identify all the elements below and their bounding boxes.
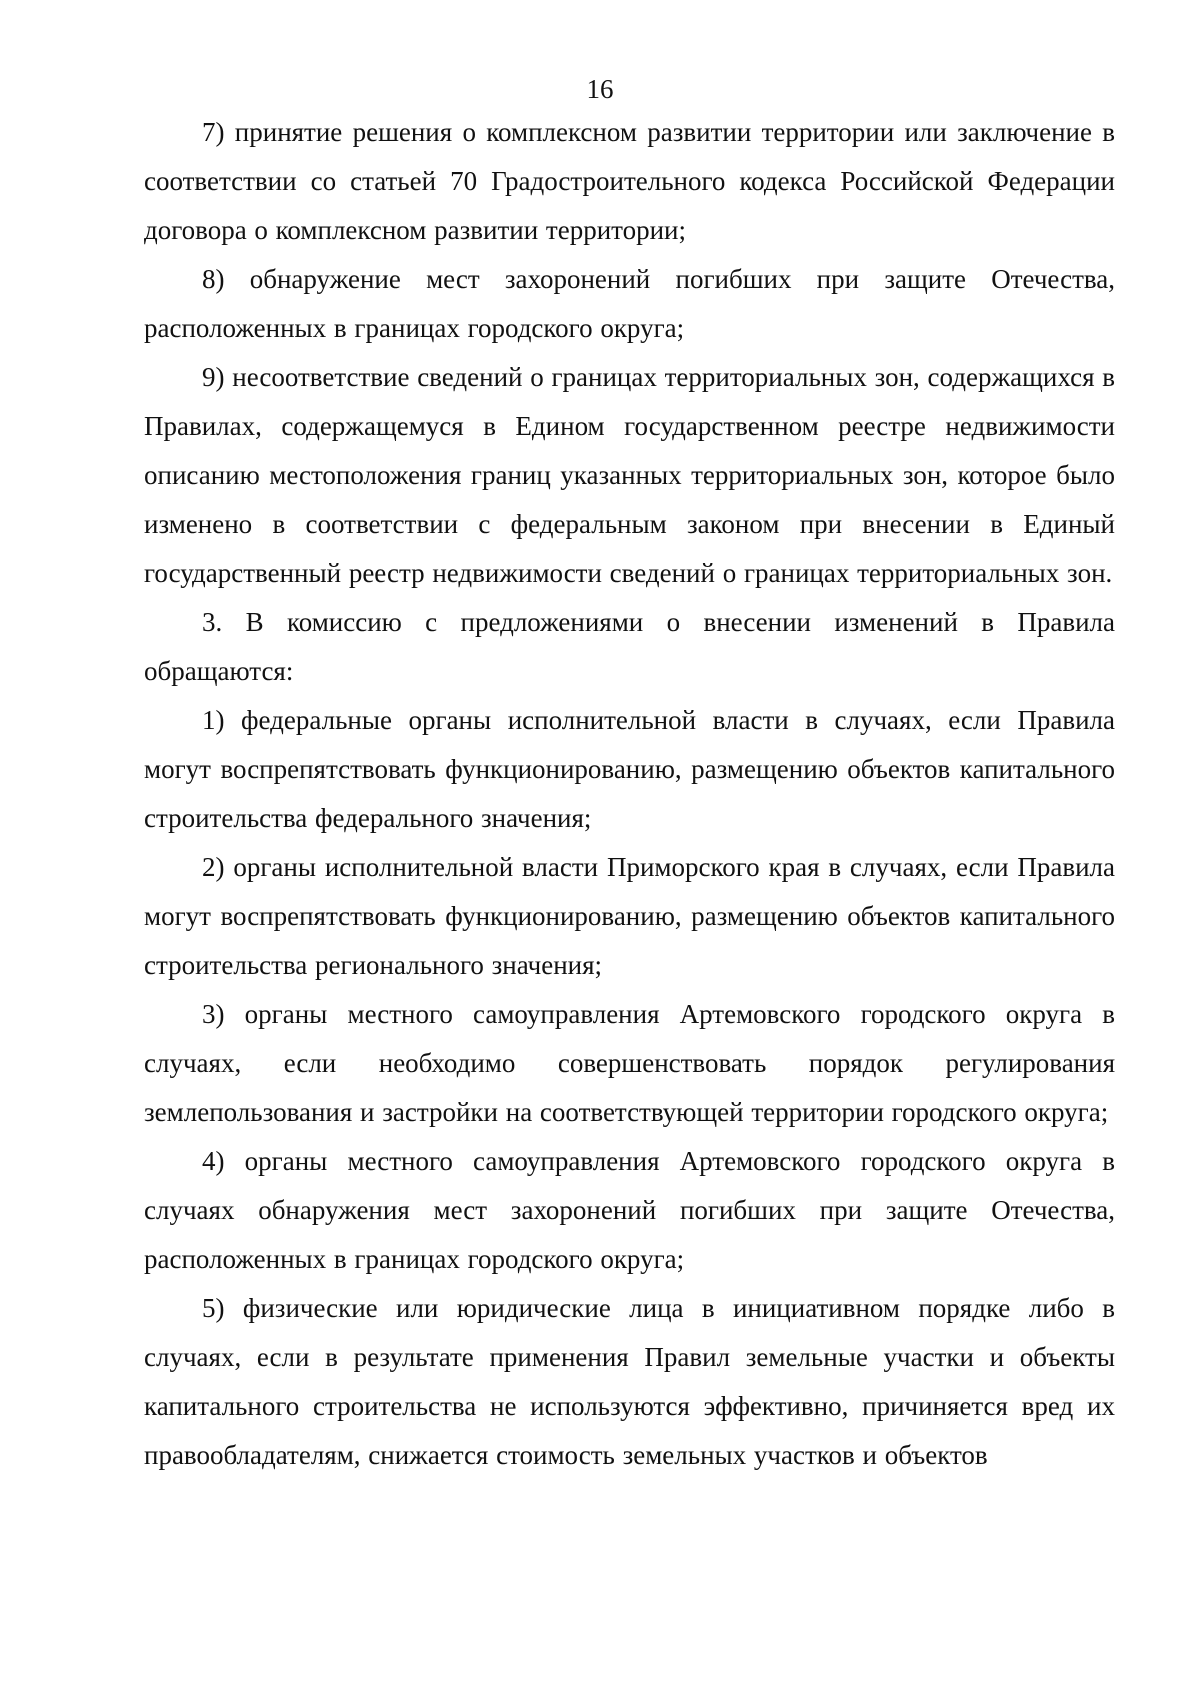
document-body bbox=[144, 108, 1115, 1480]
paragraph-item-8: 8) обнаружение мест захоронений погибших при защите Отечества, расположенных в границах городского округа; bbox=[144, 264, 1115, 343]
paragraph-section-3: 3. В комиссию с предложениями о внесении изменений в Правила обращаются: bbox=[144, 607, 1115, 686]
page-number: 16 bbox=[586, 74, 614, 104]
paragraph-subitem-3: 3) органы местного самоуправления Артемовского городского округа в случаях, если необходимо совершенствовать порядок регулирования землепользования и застройки на соответствующей территории городского округа; bbox=[144, 999, 1115, 1127]
paragraph-subitem-2: 2) органы исполнительной власти Приморского края в случаях, если Правила могут воспрепятствовать функционированию, размещению объектов капитального строительства регионального значения; bbox=[144, 852, 1115, 980]
paragraph-subitem-1: 1) федеральные органы исполнительной власти в случаях, если Правила могут воспрепятствовать функционированию, размещению объектов капитального строительства федерального значения; bbox=[144, 705, 1115, 833]
paragraph-subitem-4: 4) органы местного самоуправления Артемовского городского округа в случаях обнаружения мест захоронений погибших при защите Отечества, расположенных в границах городского округа; bbox=[144, 1146, 1115, 1274]
paragraph-subitem-5: 5) физические или юридические лица в инициативном порядке либо в случаях, если в результате применения Правил земельные участки и объекты капитального строительства не используются эффективно, причиняется вред их правообладателям, снижается стоимость земельных участков и объектов bbox=[144, 1293, 1115, 1470]
paragraph-item-7: 7) принятие решения о комплексном развитии территории или заключение в соответствии со статьей 70 Градостроительного кодекса Российской Федерации договора о комплексном развитии территории; bbox=[144, 117, 1115, 245]
paragraph-item-9: 9) несоответствие сведений о границах территориальных зон, содержащихся в Правилах, содержащемуся в Едином государственном реестре недвижимости описанию местоположения границ указанных территориальных зон, которое было изменено в соответствии с федеральным законом при внесении в Единый государственный реестр недвижимости сведений о границах территориальных зон. bbox=[144, 362, 1115, 588]
